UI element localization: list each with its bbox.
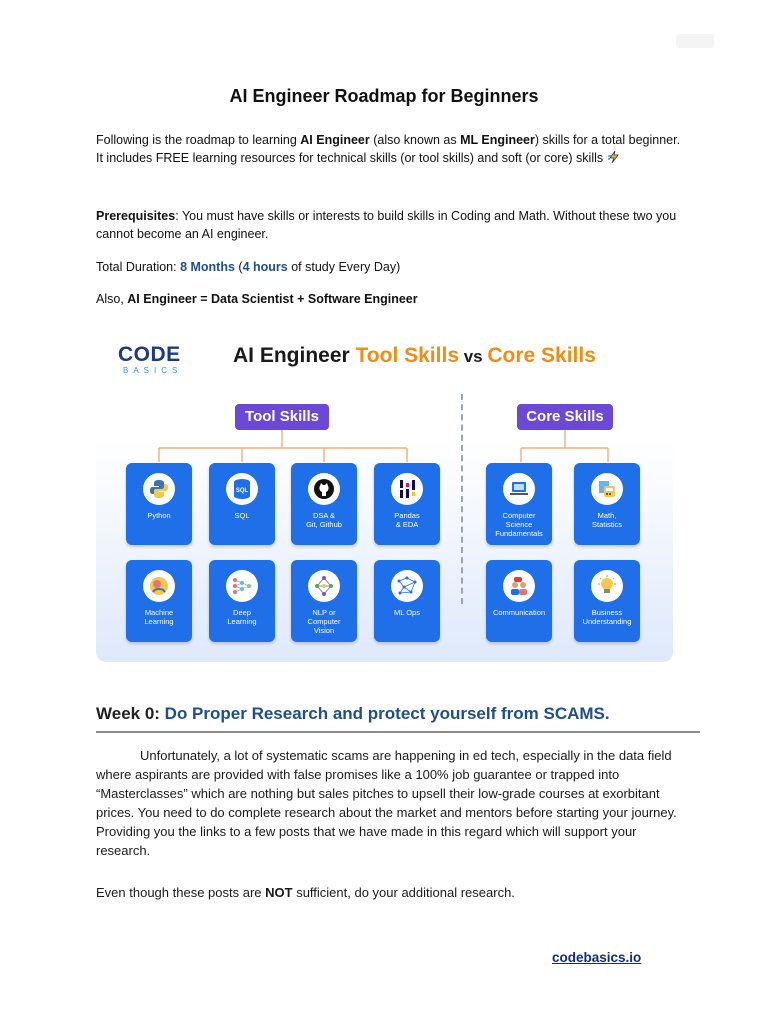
card-label: ML Ops bbox=[394, 608, 420, 617]
card-label: Pandas & EDA bbox=[394, 511, 420, 529]
tool-skills-chip: Tool Skills bbox=[235, 404, 329, 430]
infographic-title: AI Engineer Tool Skills vs Core Skills bbox=[233, 344, 596, 367]
lightning-icon bbox=[607, 150, 621, 164]
card-python bbox=[126, 463, 192, 545]
lightbulb-icon bbox=[591, 570, 623, 602]
card-label: NLP or Computer Vision bbox=[307, 608, 341, 635]
scams-paragraph: Unfortunately, a lot of systematic scams are happening in ed tech, especially in the data field where aspirants are provided with false promises like a 100% job guarantee or trapped into “Masterclasses” which are nothing but sales pitches to upsell their low-grade courses at exorbitant prices. You need to do complete research about the market and mentors before starting your journey. Providing you the links to a few posts that we have made in this regard which will support your research. bbox=[96, 748, 677, 858]
logo-main-text: CODE bbox=[118, 343, 181, 366]
page-corner-mark bbox=[676, 34, 714, 48]
sql-icon bbox=[226, 473, 258, 505]
duration-hours: 4 hours bbox=[242, 260, 288, 274]
ml-engineer-term: ML Engineer bbox=[460, 133, 535, 147]
card-label: Communication bbox=[492, 608, 546, 617]
card-label: SQL bbox=[234, 511, 250, 520]
card-sql bbox=[209, 463, 275, 545]
section-divider bbox=[461, 394, 463, 604]
heading-rule bbox=[96, 731, 700, 733]
pandas-icon bbox=[391, 473, 423, 505]
prerequisites-paragraph: Prerequisites: You must have skills or interests to build skills in Coding and Math. Without these two you cannot become an AI engineer. bbox=[96, 209, 677, 241]
card-machine-learning bbox=[126, 560, 192, 642]
logo-sub-text: BASICS bbox=[123, 366, 183, 375]
github-icon bbox=[308, 473, 340, 505]
card-pandas bbox=[374, 463, 440, 545]
intro-paragraph: Following is the roadmap to learning AI Engineer (also known as ML Engineer) skills for a total beginner. It includes FREE learning resources for technical skills (or tool skills) and soft (or core) skills bbox=[96, 133, 681, 165]
document-title: AI Engineer Roadmap for Beginners bbox=[229, 86, 539, 106]
card-cs-fundamentals bbox=[486, 463, 552, 545]
network-icon bbox=[308, 570, 340, 602]
card-label: Math, Statistics bbox=[591, 511, 622, 529]
calculator-icon bbox=[591, 473, 623, 505]
card-deep-learning bbox=[209, 560, 275, 642]
footer-link[interactable]: codebasics.io bbox=[552, 950, 642, 965]
formula-line: Also, AI Engineer = Data Scientist + Software Engineer bbox=[96, 292, 418, 306]
skills-infographic bbox=[96, 322, 673, 662]
python-icon bbox=[143, 473, 175, 505]
ai-engineer-term: AI Engineer bbox=[300, 133, 370, 147]
laptop-icon bbox=[503, 473, 535, 505]
brain-icon bbox=[143, 570, 175, 602]
week0-heading: Week 0: Do Proper Research and protect yourself from SCAMS. bbox=[96, 704, 610, 723]
card-label: Computer Science Fundamentals bbox=[495, 511, 543, 538]
research-note: Even though these posts are NOT sufficient, do your additional research. bbox=[96, 885, 515, 900]
card-label: Machine Learning bbox=[144, 608, 174, 626]
people-talk-icon bbox=[503, 570, 535, 602]
card-math-statistics bbox=[574, 463, 640, 545]
svg-text:SQL: SQL bbox=[235, 488, 249, 494]
card-nlp-cv bbox=[291, 560, 357, 642]
card-label: Business Understanding bbox=[582, 608, 632, 626]
prerequisites-label: Prerequisites bbox=[96, 209, 176, 223]
card-label: Deep Learning bbox=[227, 608, 257, 626]
card-business-understanding bbox=[574, 560, 640, 642]
duration-months: 8 Months bbox=[180, 260, 235, 274]
neural-net-icon bbox=[226, 570, 258, 602]
duration-line: Total Duration: 8 Months (4 hours of study Every Day) bbox=[96, 260, 401, 274]
card-ml-ops bbox=[374, 560, 440, 642]
card-label: DSA & Git, Github bbox=[306, 511, 342, 529]
mesh-icon bbox=[391, 570, 423, 602]
card-communication bbox=[486, 560, 552, 642]
core-skills-chip: Core Skills bbox=[517, 404, 613, 430]
formula-text: AI Engineer = Data Scientist + Software Engineer bbox=[127, 292, 418, 306]
card-label: Python bbox=[147, 511, 171, 520]
card-dsa-git bbox=[291, 463, 357, 545]
